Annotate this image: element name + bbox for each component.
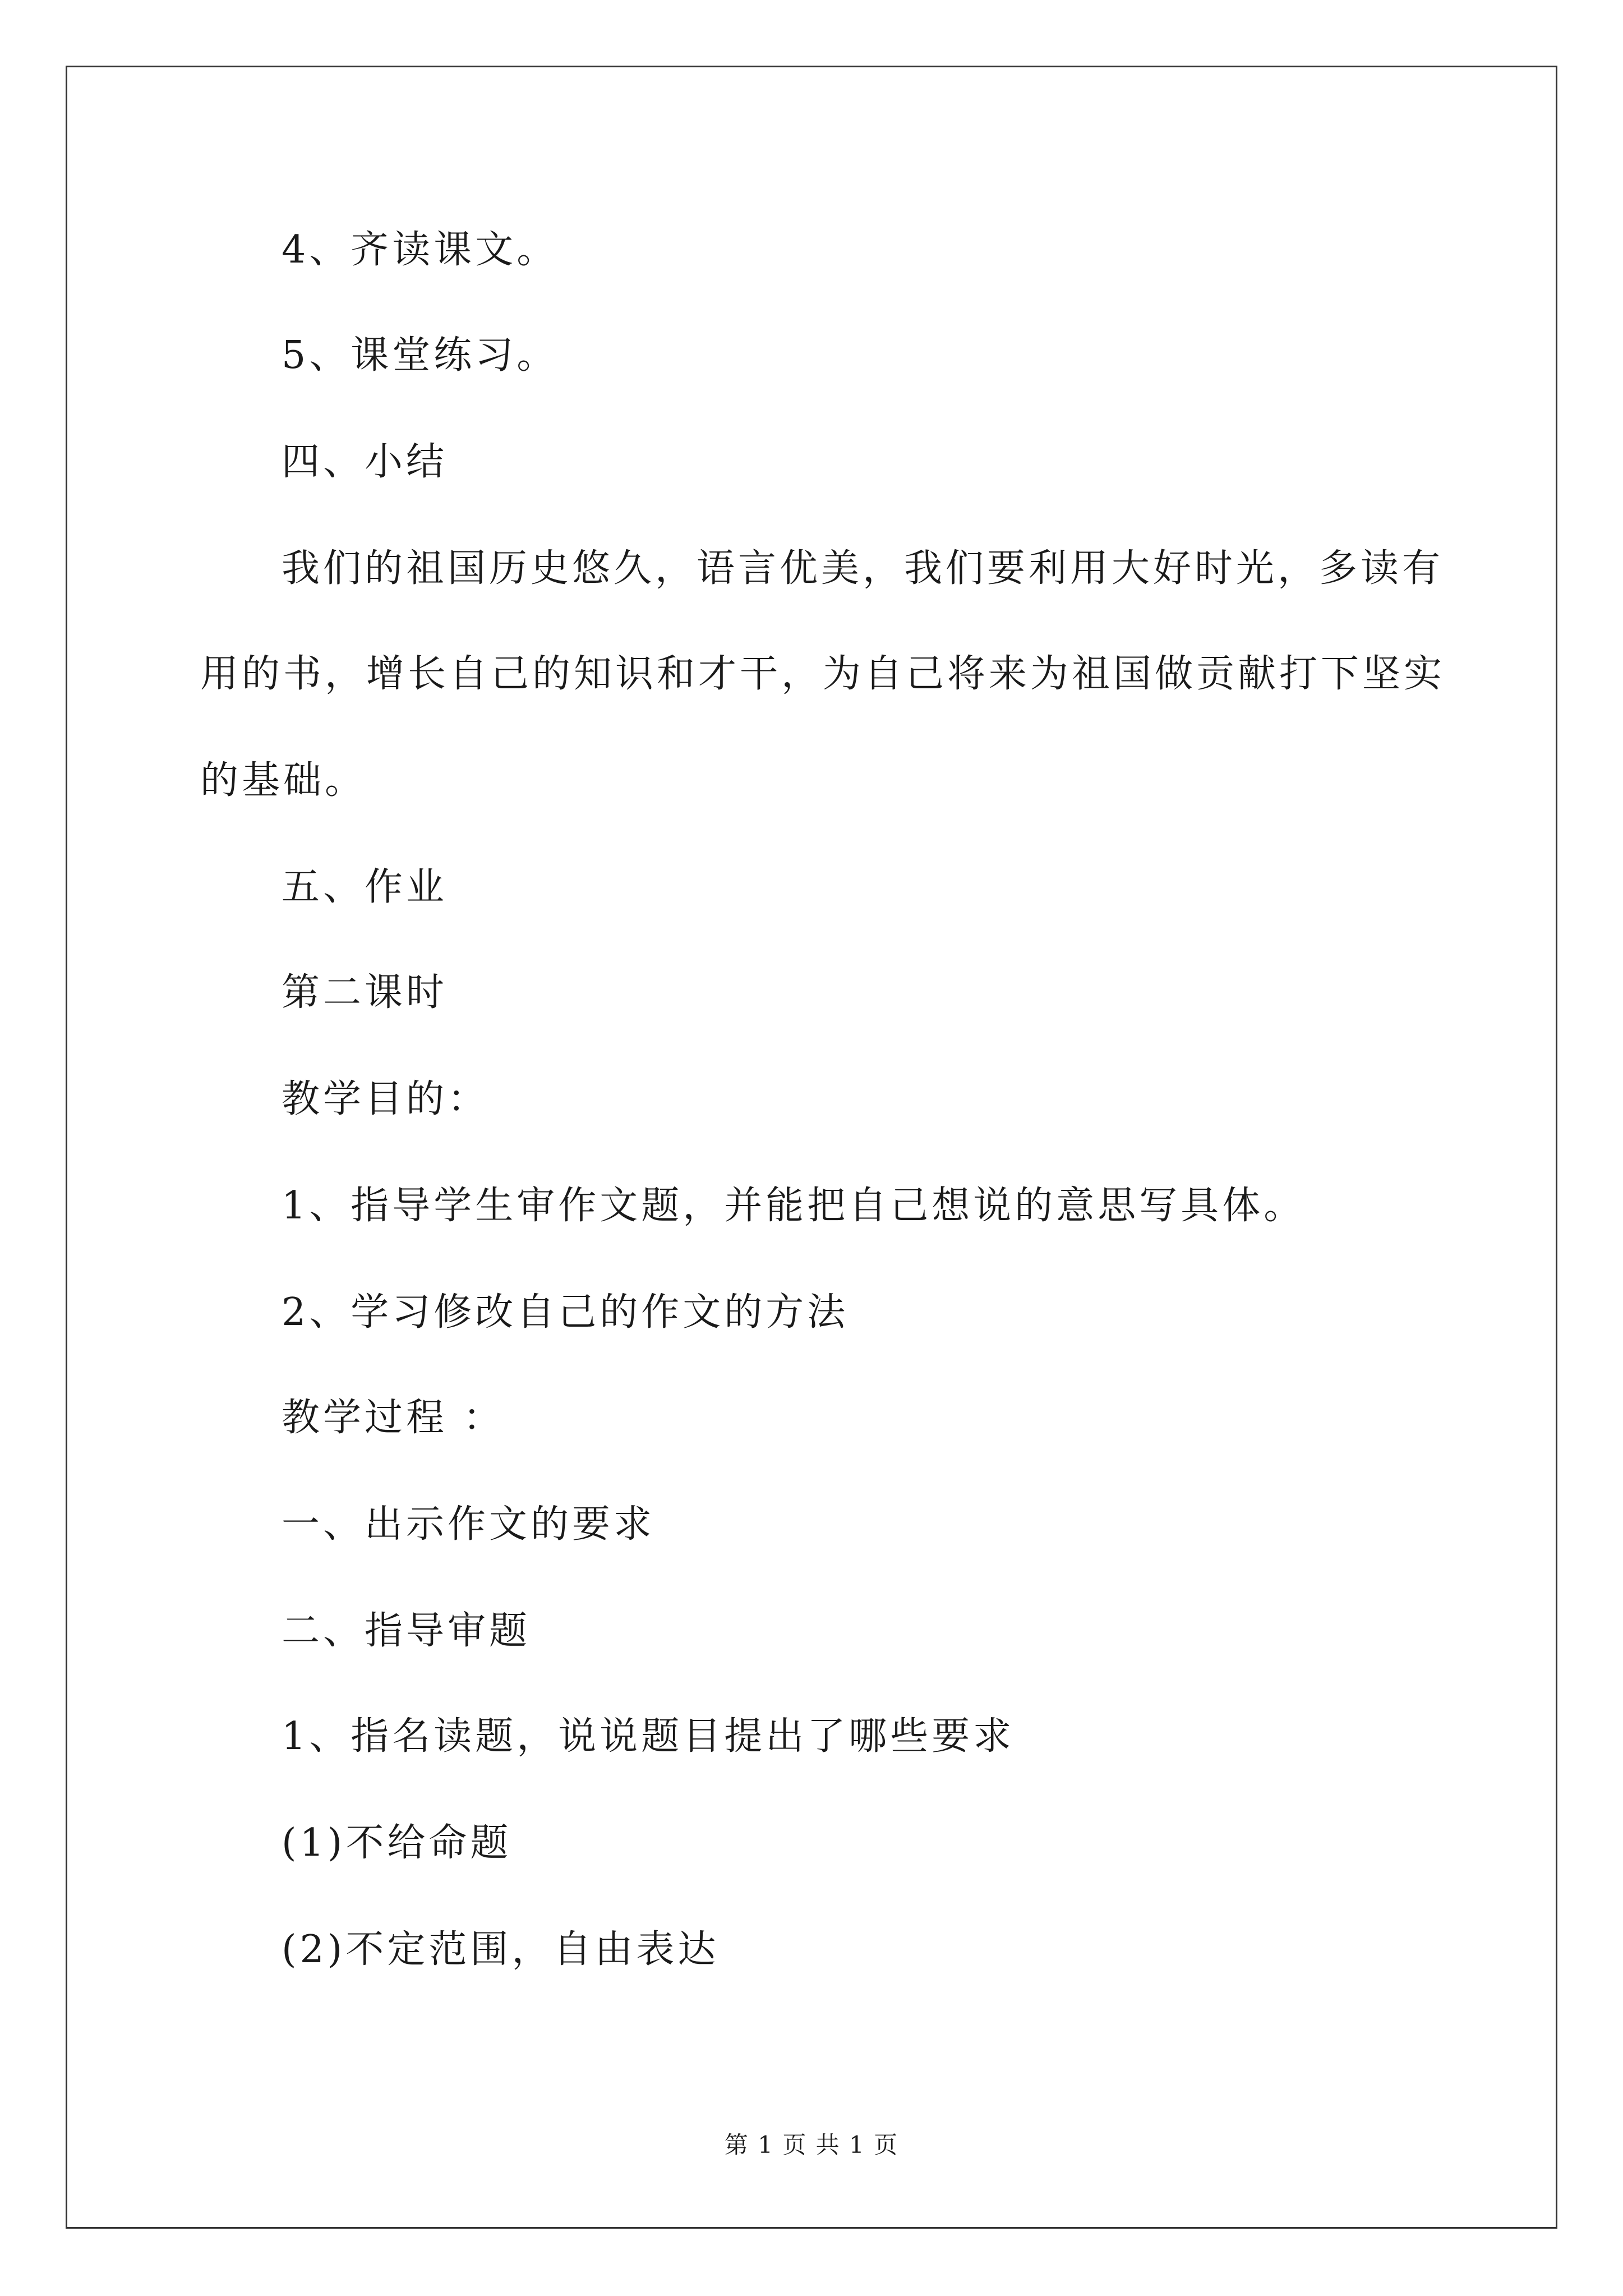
page-footer: 第 1 页 共 1 页 — [724, 2131, 899, 2159]
section-heading: 四、小结 — [282, 440, 448, 484]
list-item: 1、指名读题，说说题目提出了哪些要求 — [282, 1714, 1015, 1759]
list-item: (2)不定范围，自由表达 — [282, 1927, 720, 1972]
page-border — [66, 66, 1557, 2229]
paragraph: 教学过程 ： — [282, 1396, 505, 1440]
lesson-heading: 第二课时 — [282, 970, 448, 1015]
paragraph-continuation: 用的书，增长自己的知识和才干，为自己将来为祖国做贡献打下坚实 — [200, 652, 1446, 696]
section-heading: 五、作业 — [282, 865, 448, 909]
paragraph: 5、课堂练习。 — [282, 333, 559, 378]
paragraph: 4、齐读课文。 — [282, 228, 559, 272]
section-heading: 一、出示作文的要求 — [282, 1502, 656, 1547]
list-item: 1、指导学生审作文题，并能把自己想说的意思写具体。 — [282, 1184, 1306, 1228]
paragraph-continuation: 的基础。 — [200, 758, 367, 803]
paragraph: 我们的祖国历史悠久，语言优美，我们要利用大好时光，多读有 — [282, 546, 1444, 591]
list-item: (1)不给命题 — [282, 1821, 512, 1865]
paragraph: 教学目的： — [282, 1077, 490, 1121]
list-item: 2、学习修改自己的作文的方法 — [282, 1290, 849, 1335]
section-heading: 二、指导审题 — [282, 1609, 531, 1653]
